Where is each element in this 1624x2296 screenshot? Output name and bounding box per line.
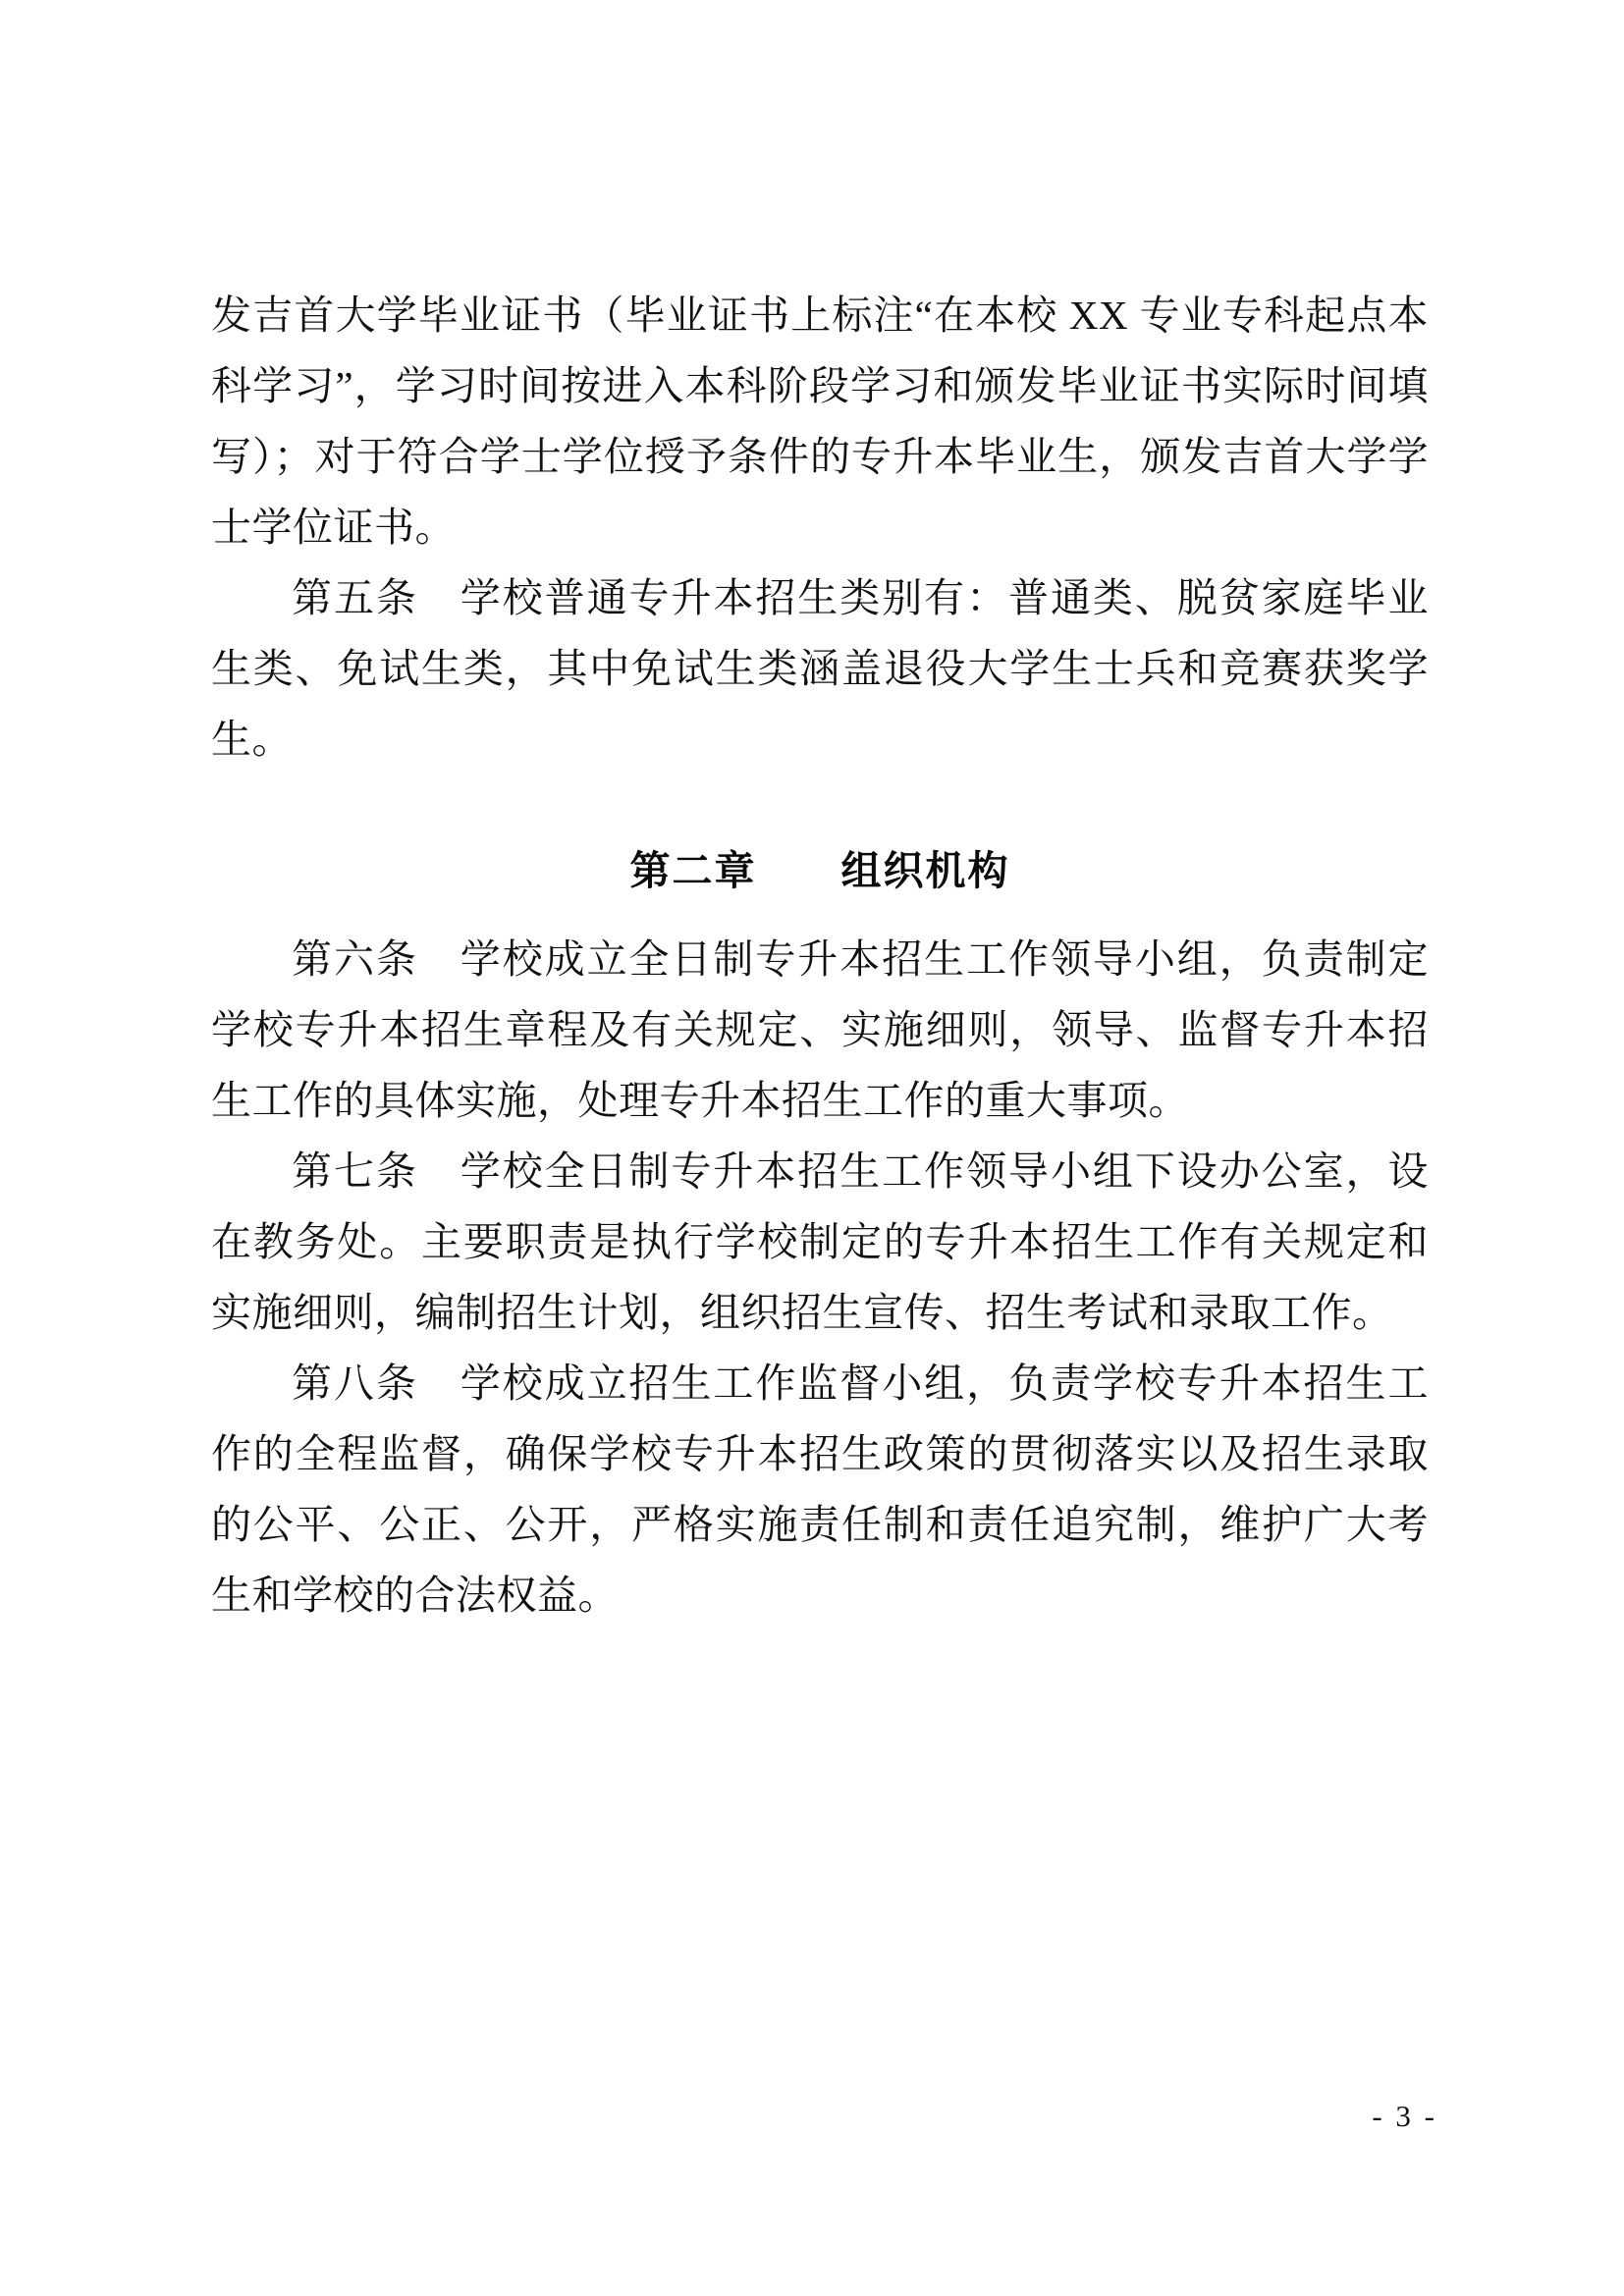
paragraph-article-five: 第五条 学校普通专升本招生类别有：普通类、脱贫家庭毕业生类、免试生类，其中免试生类涵盖退役大学生士兵和竞赛获奖学生。 [211, 575, 1429, 762]
paragraph-article-eight: 第八条 学校成立招生工作监督小组，负责学校专升本招生工作的全程监督，确保学校专升本招生政策的贯彻落实以及招生录取的公平、公正、公开，严格实施责任制和责任追究制，维护广大考生和学校的合法权益。 [211, 1361, 1429, 1618]
page-number: - 3 - [1372, 2099, 1437, 2133]
spacer-after-chapter [211, 906, 1429, 924]
spacer-before-chapter [211, 774, 1429, 835]
chapter-two-heading: 第二章 组织机构 [629, 848, 1010, 893]
document-body [211, 280, 1429, 1630]
paragraph-article-seven: 第七条 学校全日制专升本招生工作领导小组下设办公室，设在教务处。主要职责是执行学校制定的专升本招生工作有关规定和实施细则，编制招生计划，组织招生宣传、招生考试和录取工作。 [211, 1148, 1429, 1335]
paragraph-article-six: 第六条 学校成立全日制专升本招生工作领导小组，负责制定学校专升本招生章程及有关规定、实施细则，领导、监督专升本招生工作的具体实施，处理专升本招生工作的重大事项。 [211, 936, 1429, 1123]
paragraph-graduation-certificate: 发吉首大学毕业证书（毕业证书上标注“在本校 XX 专业专科起点本科学习”，学习时间按进入本科阶段学习和颁发毕业证书实际时间填写）；对于符合学士学位授予条件的专升本毕业生，颁发吉首大学学士学位证书。 [211, 293, 1429, 550]
